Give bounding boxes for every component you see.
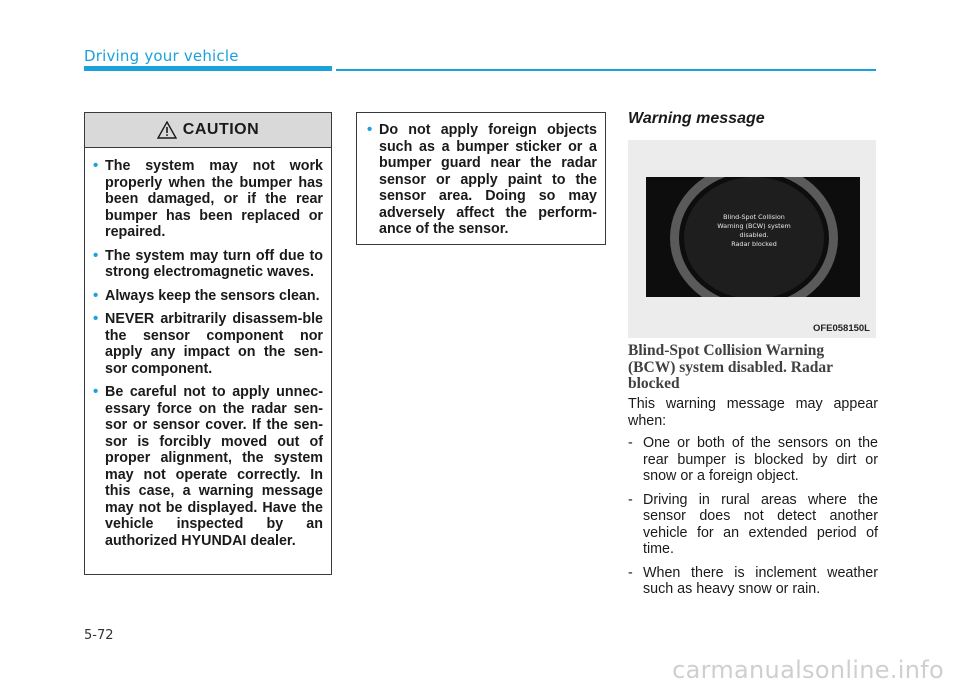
caution-continued-box bbox=[356, 112, 606, 245]
watermark: carmanualsonline.info bbox=[672, 656, 944, 684]
subheading-line: blocked bbox=[628, 375, 680, 392]
caution-item: • Be careful not to apply unnec-essary force on the radar sen-sor or sensor cover. If the sen-sor is forcibly moved out of proper alignment, the system may not operate correctly. In this case, a warning message may not be displayed. Have the vehicle inspected by an authorized HYUNDAI dealer. bbox=[105, 384, 323, 549]
caution-continued-list bbox=[357, 113, 605, 238]
cluster-figure bbox=[628, 140, 876, 338]
condition-item: - Driving in rural areas where the sensor does not detect another vehicle for an extended period of time. bbox=[628, 492, 878, 558]
caution-title: CAUTION bbox=[182, 121, 260, 138]
caution-item: • The system may not work properly when the bumper has been damaged, or if the rear bumper has been replaced or repaired. bbox=[105, 158, 323, 241]
caution-list bbox=[85, 148, 331, 549]
display-line: Radar blocked bbox=[731, 240, 777, 248]
warning-message-title: Warning message bbox=[628, 110, 765, 127]
caution-box bbox=[84, 112, 332, 575]
condition-item: - When there is inclement weather such as heavy snow or rain. bbox=[628, 565, 878, 598]
subheading-line: (BCW) system disabled. Radar bbox=[628, 358, 833, 376]
caution-item: • The system may turn off due to strong electromagnetic waves. bbox=[105, 248, 323, 281]
condition-item: - One or both of the sensors on the rear bumper is blocked by dirt or snow or a foreign object. bbox=[628, 435, 878, 485]
page-number: 5-72 bbox=[84, 628, 114, 643]
caution-item: • Do not apply foreign objects such as a bumper sticker or a bumper guard near the radar sensor or apply paint to the sensor area. Doing so may adversely affect the perform-ance of the sensor. bbox=[379, 122, 597, 238]
message-subheading bbox=[628, 343, 878, 393]
caution-item: • Always keep the sensors clean. bbox=[105, 288, 323, 305]
conditions-list bbox=[628, 435, 878, 598]
display-line: Blind-Spot Collision bbox=[723, 213, 785, 221]
display-message bbox=[706, 213, 802, 249]
caution-item: • NEVER arbitrarily disassem-ble the sensor component nor apply any impact on the sen-sor component. bbox=[105, 311, 323, 377]
caution-header bbox=[85, 113, 331, 148]
display-line: disabled. bbox=[739, 231, 769, 239]
section-header-title: Driving your vehicle bbox=[84, 47, 239, 65]
subheading-line: Blind-Spot Collision Warning bbox=[628, 342, 825, 359]
warning-triangle-icon bbox=[157, 121, 177, 139]
header-rule-thick bbox=[84, 66, 332, 71]
display-line: Warning (BCW) system bbox=[717, 222, 791, 230]
header-rule-thin bbox=[336, 69, 876, 71]
cluster-display bbox=[646, 177, 860, 297]
figure-caption: OFE058150L bbox=[812, 323, 870, 334]
message-body bbox=[628, 396, 878, 605]
intro-text: This warning message may appear when: bbox=[628, 396, 878, 429]
